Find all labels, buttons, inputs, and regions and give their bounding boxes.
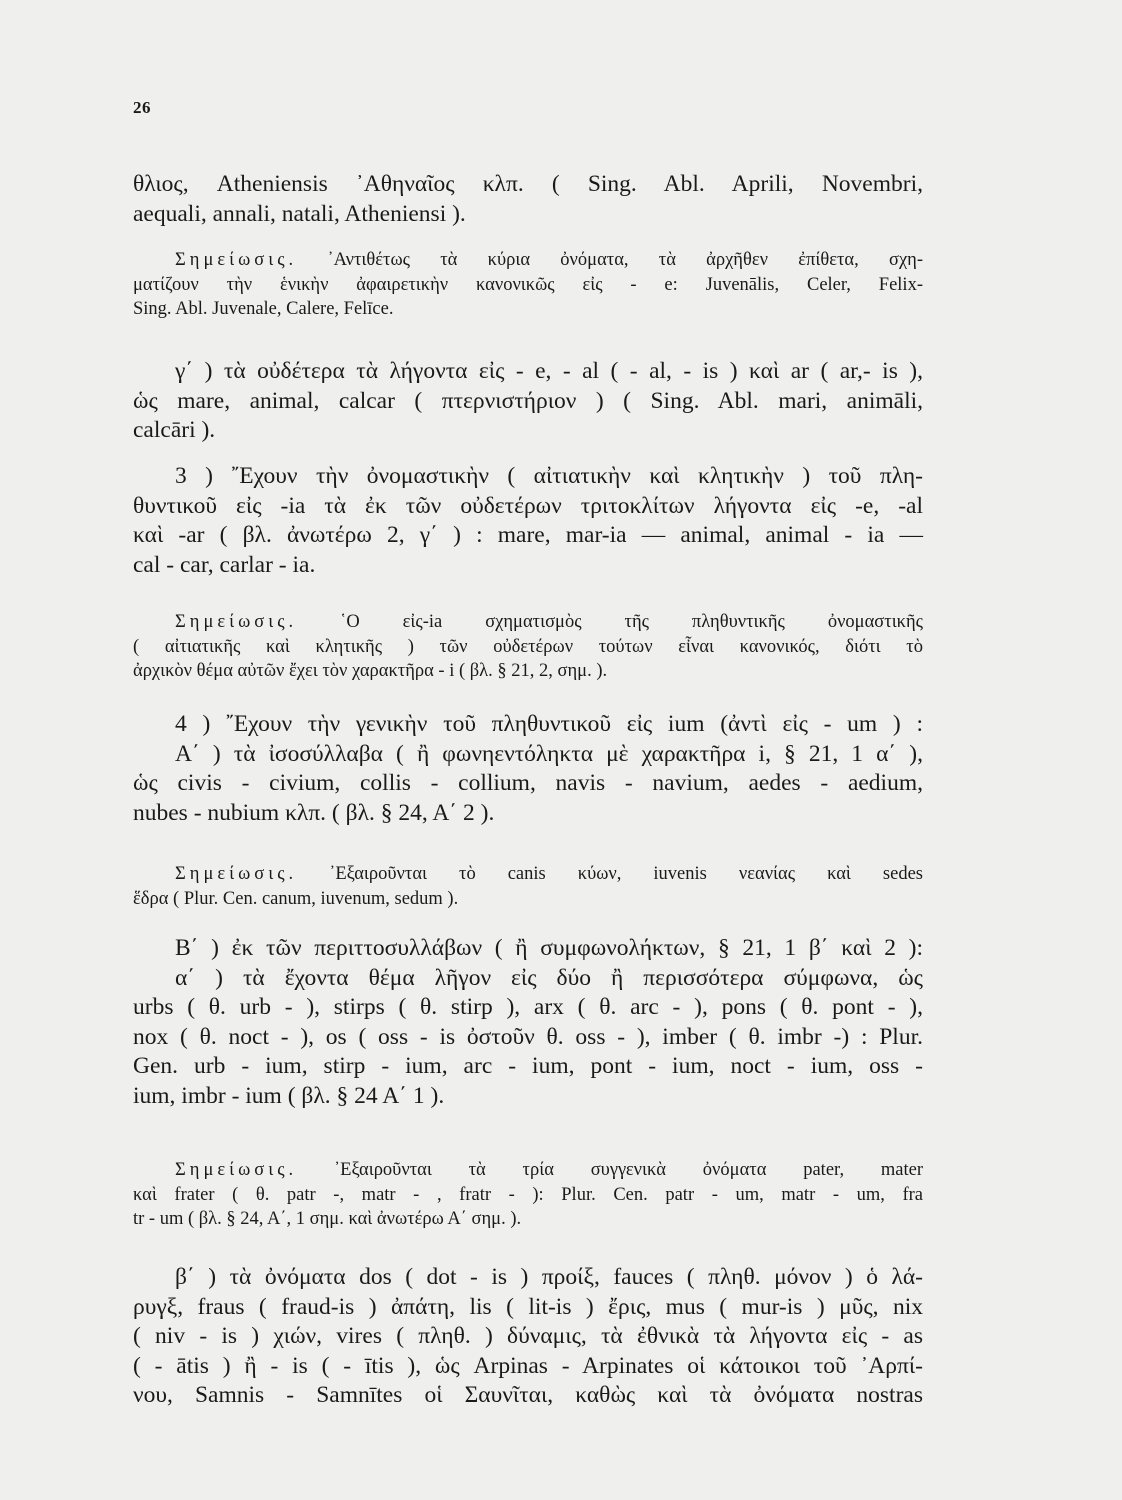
note-label: Σημείωσις.	[175, 612, 298, 632]
text-line	[133, 1158, 923, 1183]
text-line: θλιος, Atheniensis ᾿Αθηναῖος κλπ. ( Sing. Abl. Aprili, Novembri,	[133, 171, 923, 197]
note-text: ᾿Εξαιροῦνται τὰ τρία συγγενικὰ ὀνόματα pater, mater	[334, 1160, 923, 1180]
text-line: Gen. urb - ium, stirp - ium, arc - ium, pont - ium, noct - ium, oss -	[133, 1053, 923, 1079]
note-block	[133, 610, 923, 684]
note-text: ᾿Αντιθέτως τὰ κύρια ὀνόματα, τὰ ἀρχῆθεν ἐπίθετα, σχη-	[327, 250, 924, 270]
note-label: Σημείωσις.	[175, 1160, 298, 1180]
text-line: 4 ) ῎Εχουν τὴν γενικὴν τοῦ πληθυντικοῦ εἰς ium (ἀντὶ εἰς - um ) :	[175, 711, 923, 737]
text-line: nubes - nubium κλπ. ( βλ. § 24, Α΄ 2 ).	[133, 799, 495, 826]
text-line: aequali, annali, natali, Atheniensi ).	[133, 200, 466, 227]
text-line: calcāri ).	[133, 417, 216, 443]
text-line: Β΄ ) ἐκ τῶν περιττοσυλλάβων ( ἢ συμφωνολήκτων, § 21, 1 β΄ καὶ 2 ):	[175, 935, 923, 961]
text-line	[133, 610, 923, 635]
text-line: α΄ ) τὰ ἔχοντα θέμα λῆγον εἰς δύο ἢ περισσότερα σύμφωνα, ὡς	[175, 964, 923, 991]
text-line: cal - car, carlar - ia.	[133, 551, 316, 578]
text-line: ( αἰτιατικῆς καὶ κλητικῆς ) τῶν οὐδετέρων τούτων εἶναι κανονικός, διότι τὸ	[133, 636, 923, 657]
text-line: νου, Samnis - Samnītes οἱ Σαυνῖται, καθὼς καὶ τὰ ὀνόματα nostras	[133, 1382, 923, 1408]
text-line: ματίζουν τὴν ἑνικὴν ἀφαιρετικὴν κανονικῶς εἰς - e: Juvenālis, Celer, Felix-	[133, 274, 923, 295]
note-text: ᾿Εξαιροῦνται τὸ canis κύων, iuvenis νεανίας καὶ sedes	[329, 864, 923, 884]
note-block	[133, 248, 923, 322]
note-label: Σημείωσις.	[175, 864, 298, 884]
note-text: ῾Ο εἰς-ia σχηματισμὸς τῆς πληθυντικῆς ὀνομαστικῆς	[340, 612, 923, 632]
note-block	[133, 862, 923, 911]
text-line: ium, imbr - ium ( βλ. § 24 Α΄ 1 ).	[133, 1082, 445, 1109]
text-line: urbs ( θ. urb - ), stirps ( θ. stirp ), arx ( θ. arc - ), pons ( θ. pont - ),	[133, 994, 923, 1020]
note-label: Σημείωσις.	[175, 250, 298, 270]
paragraph-rule-4	[133, 710, 923, 828]
text-line: καὶ -ar ( βλ. ἀνωτέρω 2, γ΄ ) : mare, mar-ia — animal, animal - ia —	[133, 522, 923, 548]
paragraph-gamma	[133, 357, 923, 446]
text-line: ὡς mare, animal, calcar ( πτερνιστήριον ) ( Sing. Abl. mari, animāli,	[133, 387, 923, 414]
text-line: Sing. Abl. Juvenale, Calere, Felīce.	[133, 299, 394, 319]
text-line: ρυγξ, fraus ( fraud-is ) ἀπάτη, lis ( lit-is ) ἔρις, mus ( mur-is ) μῦς, nix	[133, 1293, 923, 1320]
text-line: nox ( θ. noct - ), os ( oss - is ὀστοῦν θ. oss - ), imber ( θ. imbr -) : Plur.	[133, 1023, 923, 1050]
text-line	[133, 862, 923, 887]
paragraph-section-b	[133, 934, 923, 1111]
text-line: ἕδρα ( Plur. Cen. canum, iuvenum, sedum ).	[133, 888, 459, 909]
text-line: tr - um ( βλ. § 24, Α΄, 1 σημ. καὶ ἀνωτέρω Α΄ σημ. ).	[133, 1209, 522, 1229]
text-line	[133, 248, 923, 273]
text-line: ὡς civis - civium, collis - collium, navis - navium, aedes - aedium,	[133, 770, 923, 796]
paragraph-rule-3	[133, 462, 923, 580]
note-block	[133, 1158, 923, 1232]
text-line: γ΄ ) τὰ οὐδέτερα τὰ λήγοντα εἰς - e, - al ( - al, - is ) καὶ ar ( ar,- is ),	[175, 358, 923, 384]
text-line: θυντικοῦ εἰς -ia τὰ ἐκ τῶν οὐδετέρων τριτοκλίτων λήγοντα εἰς -e, -al	[133, 492, 923, 519]
text-line: ( - ātis ) ἢ - is ( - ītis ), ὡς Arpinas - Arpinates οἱ κάτοικοι τοῦ ᾿Αρπί-	[133, 1352, 923, 1379]
paragraph-continuation	[133, 170, 923, 229]
paragraph-beta	[133, 1263, 923, 1411]
text-line: 3 ) ῎Εχουν τὴν ὀνομαστικὴν ( αἰτιατικὴν καὶ κλητικὴν ) τοῦ πλη-	[175, 463, 923, 489]
text-line: β΄ ) τὰ ὀνόματα dos ( dot - is ) προίξ, fauces ( πληθ. μόνον ) ὁ λά-	[175, 1264, 923, 1290]
page-number: 26	[133, 98, 151, 117]
text-line: Α΄ ) τὰ ἰσοσύλλαβα ( ἢ φωνηεντόληκτα μὲ χαρακτῆρα i, § 21, 1 α΄ ),	[175, 740, 923, 767]
text-line: ( niv - is ) χιών, vires ( πληθ. ) δύναμις, τὰ ἐθνικὰ τὰ λήγοντα εἰς - as	[133, 1323, 923, 1349]
text-line: καὶ frater ( θ. patr -, matr - , fratr - ): Plur. Cen. patr - um, matr - um, fra	[133, 1184, 923, 1205]
text-line: ἀρχικὸν θέμα αὐτῶν ἔχει τὸν χαρακτῆρα - i ( βλ. § 21, 2, σημ. ).	[133, 661, 608, 681]
